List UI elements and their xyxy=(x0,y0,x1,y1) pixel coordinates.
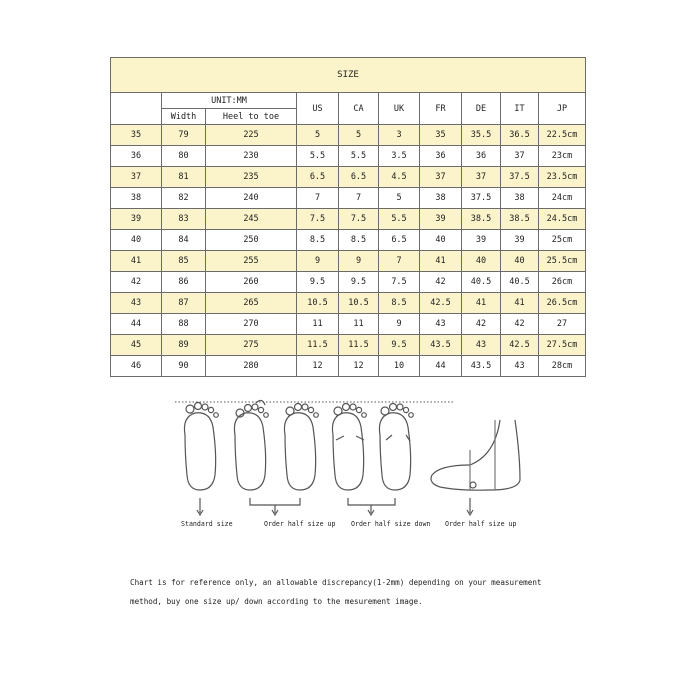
cell-ca: 6.5 xyxy=(339,167,379,188)
foot-half-down-icon xyxy=(332,404,366,491)
cell-de: 37 xyxy=(462,167,501,188)
cell-eu-size: 41 xyxy=(111,251,162,272)
cell-ca: 8.5 xyxy=(339,230,379,251)
cell-it: 38.5 xyxy=(501,209,539,230)
width-header: Width xyxy=(162,109,206,125)
region-header-uk: UK xyxy=(379,93,420,125)
table-row xyxy=(111,125,586,146)
cell-de: 40 xyxy=(462,251,501,272)
cell-us: 8.5 xyxy=(297,230,339,251)
cell-ca: 11.5 xyxy=(339,335,379,356)
region-header-de: DE xyxy=(462,93,501,125)
cell-heel-to-toe: 280 xyxy=(206,356,297,377)
cell-it: 42.5 xyxy=(501,335,539,356)
cell-ca: 9.5 xyxy=(339,272,379,293)
table-row xyxy=(111,209,586,230)
cell-us: 5.5 xyxy=(297,146,339,167)
cell-eu-size: 40 xyxy=(111,230,162,251)
cell-width: 81 xyxy=(162,167,206,188)
reference-note-line-2: method, buy one size up/ down according to the mesurement image. xyxy=(130,597,423,606)
cell-heel-to-toe: 230 xyxy=(206,146,297,167)
cell-width: 90 xyxy=(162,356,206,377)
cell-heel-to-toe: 265 xyxy=(206,293,297,314)
cell-it: 43 xyxy=(501,356,539,377)
cell-eu-size: 36 xyxy=(111,146,162,167)
heel-to-toe-header: Heel to toe xyxy=(206,109,297,125)
cell-heel-to-toe: 250 xyxy=(206,230,297,251)
cell-jp: 22.5cm xyxy=(539,125,586,146)
cell-de: 40.5 xyxy=(462,272,501,293)
unit-header: UNIT:MM xyxy=(162,93,297,109)
cell-eu-size: 39 xyxy=(111,209,162,230)
cell-fr: 42 xyxy=(420,272,462,293)
foot-half-up-b-icon xyxy=(284,404,318,491)
cell-ca: 12 xyxy=(339,356,379,377)
table-row xyxy=(111,335,586,356)
cell-it: 36.5 xyxy=(501,125,539,146)
region-header-ca: CA xyxy=(339,93,379,125)
table-row xyxy=(111,188,586,209)
cell-ca: 7 xyxy=(339,188,379,209)
cell-us: 10.5 xyxy=(297,293,339,314)
cell-jp: 24cm xyxy=(539,188,586,209)
cell-de: 35.5 xyxy=(462,125,501,146)
size-chart-table xyxy=(110,57,586,377)
cell-jp: 25.5cm xyxy=(539,251,586,272)
label-half-size-up-2: Order half size up xyxy=(445,520,517,528)
cell-fr: 36 xyxy=(420,146,462,167)
cell-jp: 27 xyxy=(539,314,586,335)
cell-it: 38 xyxy=(501,188,539,209)
measurement-arrows-icon xyxy=(197,498,473,515)
cell-eu-size: 45 xyxy=(111,335,162,356)
label-standard-size: Standard size xyxy=(181,520,233,528)
cell-de: 41 xyxy=(462,293,501,314)
foot-side-view-icon xyxy=(431,420,520,490)
cell-de: 37.5 xyxy=(462,188,501,209)
cell-jp: 24.5cm xyxy=(539,209,586,230)
cell-uk: 3 xyxy=(379,125,420,146)
cell-fr: 42.5 xyxy=(420,293,462,314)
cell-us: 9.5 xyxy=(297,272,339,293)
cell-width: 79 xyxy=(162,125,206,146)
cell-eu-size: 35 xyxy=(111,125,162,146)
table-title: SIZE xyxy=(111,58,586,93)
cell-uk: 10 xyxy=(379,356,420,377)
cell-jp: 25cm xyxy=(539,230,586,251)
cell-heel-to-toe: 270 xyxy=(206,314,297,335)
cell-width: 80 xyxy=(162,146,206,167)
cell-fr: 43.5 xyxy=(420,335,462,356)
cell-width: 86 xyxy=(162,272,206,293)
cell-jp: 28cm xyxy=(539,356,586,377)
cell-fr: 44 xyxy=(420,356,462,377)
cell-de: 43.5 xyxy=(462,356,501,377)
cell-fr: 38 xyxy=(420,188,462,209)
cell-uk: 7 xyxy=(379,251,420,272)
cell-it: 42 xyxy=(501,314,539,335)
cell-ca: 10.5 xyxy=(339,293,379,314)
cell-us: 6.5 xyxy=(297,167,339,188)
cell-ca: 11 xyxy=(339,314,379,335)
cell-jp: 23.5cm xyxy=(539,167,586,188)
cell-it: 37.5 xyxy=(501,167,539,188)
cell-uk: 4.5 xyxy=(379,167,420,188)
cell-it: 41 xyxy=(501,293,539,314)
region-header-us: US xyxy=(297,93,339,125)
cell-width: 87 xyxy=(162,293,206,314)
cell-us: 7.5 xyxy=(297,209,339,230)
region-header-fr: FR xyxy=(420,93,462,125)
cell-fr: 43 xyxy=(420,314,462,335)
cell-it: 40.5 xyxy=(501,272,539,293)
cell-eu-size: 37 xyxy=(111,167,162,188)
cell-ca: 5 xyxy=(339,125,379,146)
cell-ca: 9 xyxy=(339,251,379,272)
cell-uk: 6.5 xyxy=(379,230,420,251)
cell-uk: 9.5 xyxy=(379,335,420,356)
cell-jp: 27.5cm xyxy=(539,335,586,356)
table-row xyxy=(111,293,586,314)
cell-uk: 5 xyxy=(379,188,420,209)
cell-ca: 7.5 xyxy=(339,209,379,230)
cell-heel-to-toe: 255 xyxy=(206,251,297,272)
region-header-it: IT xyxy=(501,93,539,125)
cell-width: 83 xyxy=(162,209,206,230)
cell-eu-size: 43 xyxy=(111,293,162,314)
cell-width: 88 xyxy=(162,314,206,335)
cell-de: 42 xyxy=(462,314,501,335)
cell-de: 36 xyxy=(462,146,501,167)
table-row xyxy=(111,251,586,272)
cell-fr: 40 xyxy=(420,230,462,251)
foot-half-down-b-icon xyxy=(379,404,413,491)
cell-heel-to-toe: 225 xyxy=(206,125,297,146)
table-row xyxy=(111,356,586,377)
cell-heel-to-toe: 260 xyxy=(206,272,297,293)
cell-jp: 26cm xyxy=(539,272,586,293)
cell-it: 39 xyxy=(501,230,539,251)
cell-de: 43 xyxy=(462,335,501,356)
cell-eu-size: 42 xyxy=(111,272,162,293)
table-row xyxy=(111,230,586,251)
cell-fr: 41 xyxy=(420,251,462,272)
size-header-blank xyxy=(111,93,162,125)
table-row xyxy=(111,314,586,335)
reference-note-line-1: Chart is for reference only, an allowable discrepancy(1-2mm) depending on your measurement xyxy=(130,578,542,587)
cell-uk: 9 xyxy=(379,314,420,335)
cell-us: 11 xyxy=(297,314,339,335)
cell-it: 37 xyxy=(501,146,539,167)
cell-width: 85 xyxy=(162,251,206,272)
cell-heel-to-toe: 245 xyxy=(206,209,297,230)
cell-ca: 5.5 xyxy=(339,146,379,167)
label-half-size-up-1: Order half size up xyxy=(264,520,336,528)
table-row xyxy=(111,272,586,293)
cell-uk: 8.5 xyxy=(379,293,420,314)
cell-it: 40 xyxy=(501,251,539,272)
cell-jp: 26.5cm xyxy=(539,293,586,314)
cell-width: 84 xyxy=(162,230,206,251)
cell-us: 9 xyxy=(297,251,339,272)
cell-heel-to-toe: 275 xyxy=(206,335,297,356)
cell-de: 38.5 xyxy=(462,209,501,230)
cell-width: 89 xyxy=(162,335,206,356)
cell-eu-size: 38 xyxy=(111,188,162,209)
cell-de: 39 xyxy=(462,230,501,251)
cell-heel-to-toe: 235 xyxy=(206,167,297,188)
table-row xyxy=(111,146,586,167)
cell-us: 12 xyxy=(297,356,339,377)
cell-uk: 5.5 xyxy=(379,209,420,230)
cell-heel-to-toe: 240 xyxy=(206,188,297,209)
cell-us: 11.5 xyxy=(297,335,339,356)
region-header-jp: JP xyxy=(539,93,586,125)
cell-uk: 7.5 xyxy=(379,272,420,293)
cell-eu-size: 46 xyxy=(111,356,162,377)
table-row xyxy=(111,167,586,188)
cell-uk: 3.5 xyxy=(379,146,420,167)
cell-fr: 35 xyxy=(420,125,462,146)
cell-width: 82 xyxy=(162,188,206,209)
cell-us: 7 xyxy=(297,188,339,209)
foot-standard-icon xyxy=(184,403,218,491)
cell-us: 5 xyxy=(297,125,339,146)
cell-fr: 37 xyxy=(420,167,462,188)
label-half-size-down: Order half size down xyxy=(351,520,431,528)
cell-jp: 23cm xyxy=(539,146,586,167)
foot-half-up-a-icon xyxy=(234,400,268,490)
cell-fr: 39 xyxy=(420,209,462,230)
foot-measurement-diagram xyxy=(170,395,530,535)
cell-eu-size: 44 xyxy=(111,314,162,335)
